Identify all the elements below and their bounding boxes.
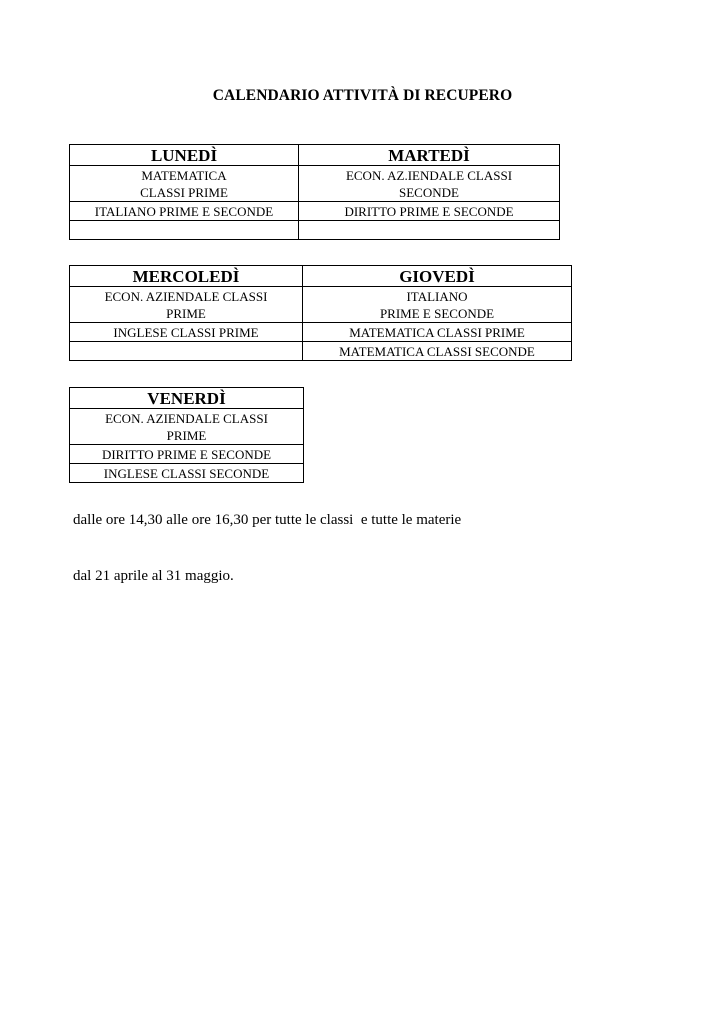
schedule-table-monday-tuesday [69,144,560,240]
cell-line: ECON. AZIENDALE CLASSI [105,410,268,426]
table-row [70,409,304,445]
page-title: CALENDARIO ATTIVITÀ DI RECUPERO [212,87,513,104]
table-row-empty [70,221,560,240]
cell-line: PRIME E SECONDE [379,305,495,321]
table-cell [70,202,299,221]
table-header-row [70,388,304,409]
table-cell [70,409,304,445]
table-cell [299,166,560,202]
schedule-table-friday [69,387,304,483]
day-header-tuesday: MARTEDÌ [299,145,560,166]
cell-line: INGLESE CLASSI SECONDE [103,465,270,481]
table-row [70,202,560,221]
cell-line: DIRITTO PRIME E SECONDE [344,203,514,219]
table-cell [70,445,304,464]
table-cell [70,464,304,483]
table-cell [70,166,299,202]
table-cell [303,342,572,361]
table-cell [70,287,303,323]
table-cell-empty [70,221,299,240]
cell-line: MATEMATICA CLASSI PRIME [349,324,525,340]
day-header-wednesday: MERCOLEDÌ [70,266,303,287]
cell-line: MATEMATICA [141,167,227,183]
day-header-monday: LUNEDÌ [70,145,299,166]
table-row [70,464,304,483]
cell-line: SECONDE [399,184,459,200]
cell-line: PRIME [166,305,206,321]
cell-line: INGLESE CLASSI PRIME [113,324,259,340]
table-cell [70,323,303,342]
dates-note: dal 21 aprile al 31 maggio. [73,568,234,584]
cell-line: DIRITTO PRIME E SECONDE [101,446,272,462]
cell-line: CLASSI PRIME [140,184,228,200]
table-row [70,166,560,202]
table-cell [299,202,560,221]
day-header-friday: VENERDÌ [70,388,304,409]
table-row [70,287,572,323]
cell-line: PRIME [166,427,207,443]
table-row [70,342,572,361]
schedule-table-wednesday-thursday [69,265,572,361]
table-header-row [70,266,572,287]
cell-line: ECON. AZ.IENDALE CLASSI [345,167,513,183]
table-header-row [70,145,560,166]
table-row [70,445,304,464]
hours-note: dalle ore 14,30 alle ore 16,30 per tutte le classi e tutte le materie [73,512,462,528]
cell-line: ITALIANO PRIME E SECONDE [94,203,274,219]
cell-line: ECON. AZIENDALE CLASSI [104,288,268,304]
cell-line: MATEMATICA CLASSI SECONDE [339,343,535,359]
table-row [70,323,572,342]
table-cell-empty [70,342,303,361]
table-cell [303,323,572,342]
table-cell-empty [299,221,560,240]
cell-line: ITALIANO [406,288,468,304]
day-header-thursday: GIOVEDÌ [303,266,572,287]
table-cell [303,287,572,323]
